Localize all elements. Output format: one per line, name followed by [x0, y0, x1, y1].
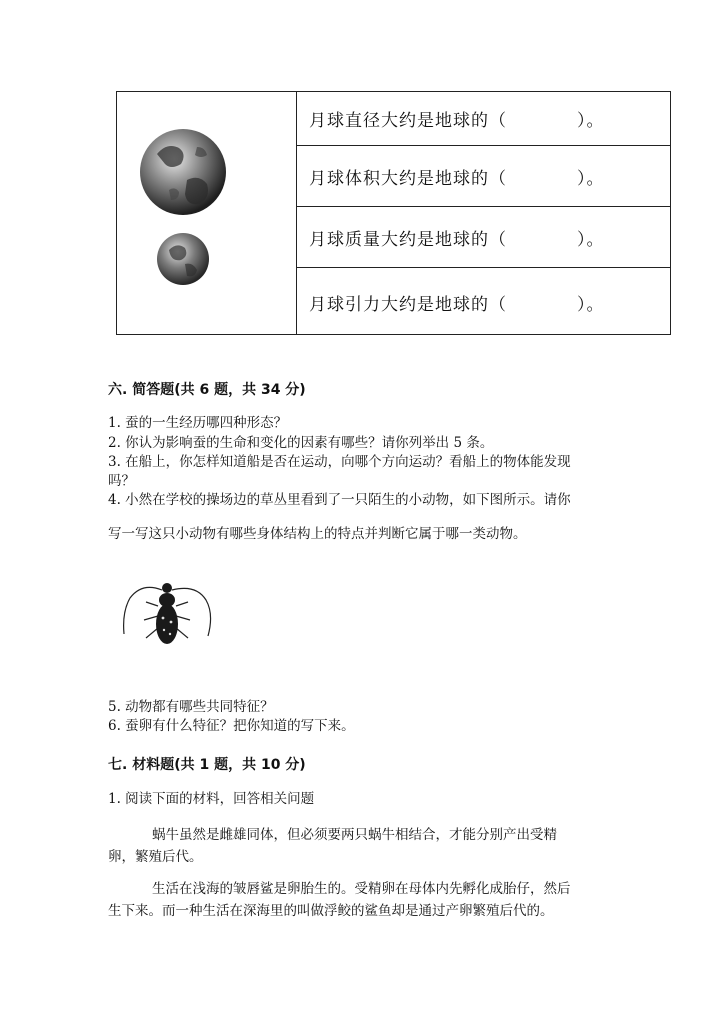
material-paragraph-1	[108, 824, 608, 868]
beetle-illustration	[118, 572, 218, 664]
question-3-line-2: 吗？	[108, 473, 135, 489]
row-prefix: 月球质量大约是地球的（	[309, 229, 507, 250]
paragraph-1-line-1: 蜗牛虽然是雌雄同体，但必须要两只蜗牛相结合，才能分别产出受精	[152, 827, 557, 843]
moon-question-rows	[297, 92, 670, 334]
material-question-1: 1. 阅读下面的材料，回答相关问题	[108, 791, 315, 807]
row-prefix: 月球直径大约是地球的（	[309, 111, 507, 131]
row-prefix: 月球引力大约是地球的（	[309, 294, 507, 315]
earth-globe	[140, 129, 226, 215]
question-5: 5. 动物都有哪些共同特征？	[108, 699, 274, 715]
question-4-line-1: 4. 小然在学校的操场边的草丛里看到了一只陌生的小动物，如下图所示。请你	[108, 492, 571, 508]
paragraph-2-line-2: 生下来。而一种生活在深海里的叫做浮鲛的鲨鱼却是通过产卵繁殖后代的。	[108, 903, 554, 919]
moon-row-gravity	[297, 268, 670, 336]
earth-moon-image-cell	[117, 92, 297, 334]
row-prefix: 月球体积大约是地球的（	[309, 168, 507, 189]
row-suffix: ）。	[577, 111, 605, 131]
paragraph-1-line-2: 卵，繁殖后代。	[108, 849, 203, 865]
row-suffix: ）。	[577, 294, 605, 315]
question-3-line-1: 3. 在船上，你怎样知道船是否在运动，向哪个方向运动？看船上的物体能发现	[108, 454, 571, 470]
moon-row-diameter	[297, 92, 670, 146]
row-suffix: ）。	[577, 168, 605, 189]
moon-row-volume	[297, 146, 670, 207]
paragraph-2-line-1: 生活在浅海的皱唇鲨是卵胎生的。受精卵在母体内先孵化成胎仔，然后	[152, 881, 571, 897]
section-6-title: 六. 简答题(共 6 题，共 34 分)	[108, 382, 306, 398]
section-7-title: 七. 材料题(共 1 题，共 10 分)	[108, 757, 306, 773]
moon-earth-table	[116, 91, 671, 335]
question-2: 2. 你认为影响蚕的生命和变化的因素有哪些？请你列举出 5 条。	[108, 435, 494, 451]
material-paragraph-2	[108, 878, 608, 922]
question-6: 6. 蚕卵有什么特征？把你知道的写下来。	[108, 718, 355, 734]
question-1: 1. 蚕的一生经历哪四种形态？	[108, 415, 288, 431]
row-suffix: ）。	[577, 229, 605, 250]
moon-globe	[157, 233, 209, 285]
question-4-line-2: 写一写这只小动物有哪些身体结构上的特点并判断它属于哪一类动物。	[108, 526, 527, 542]
earth-moon-illustration	[117, 92, 297, 336]
moon-row-mass	[297, 207, 670, 268]
